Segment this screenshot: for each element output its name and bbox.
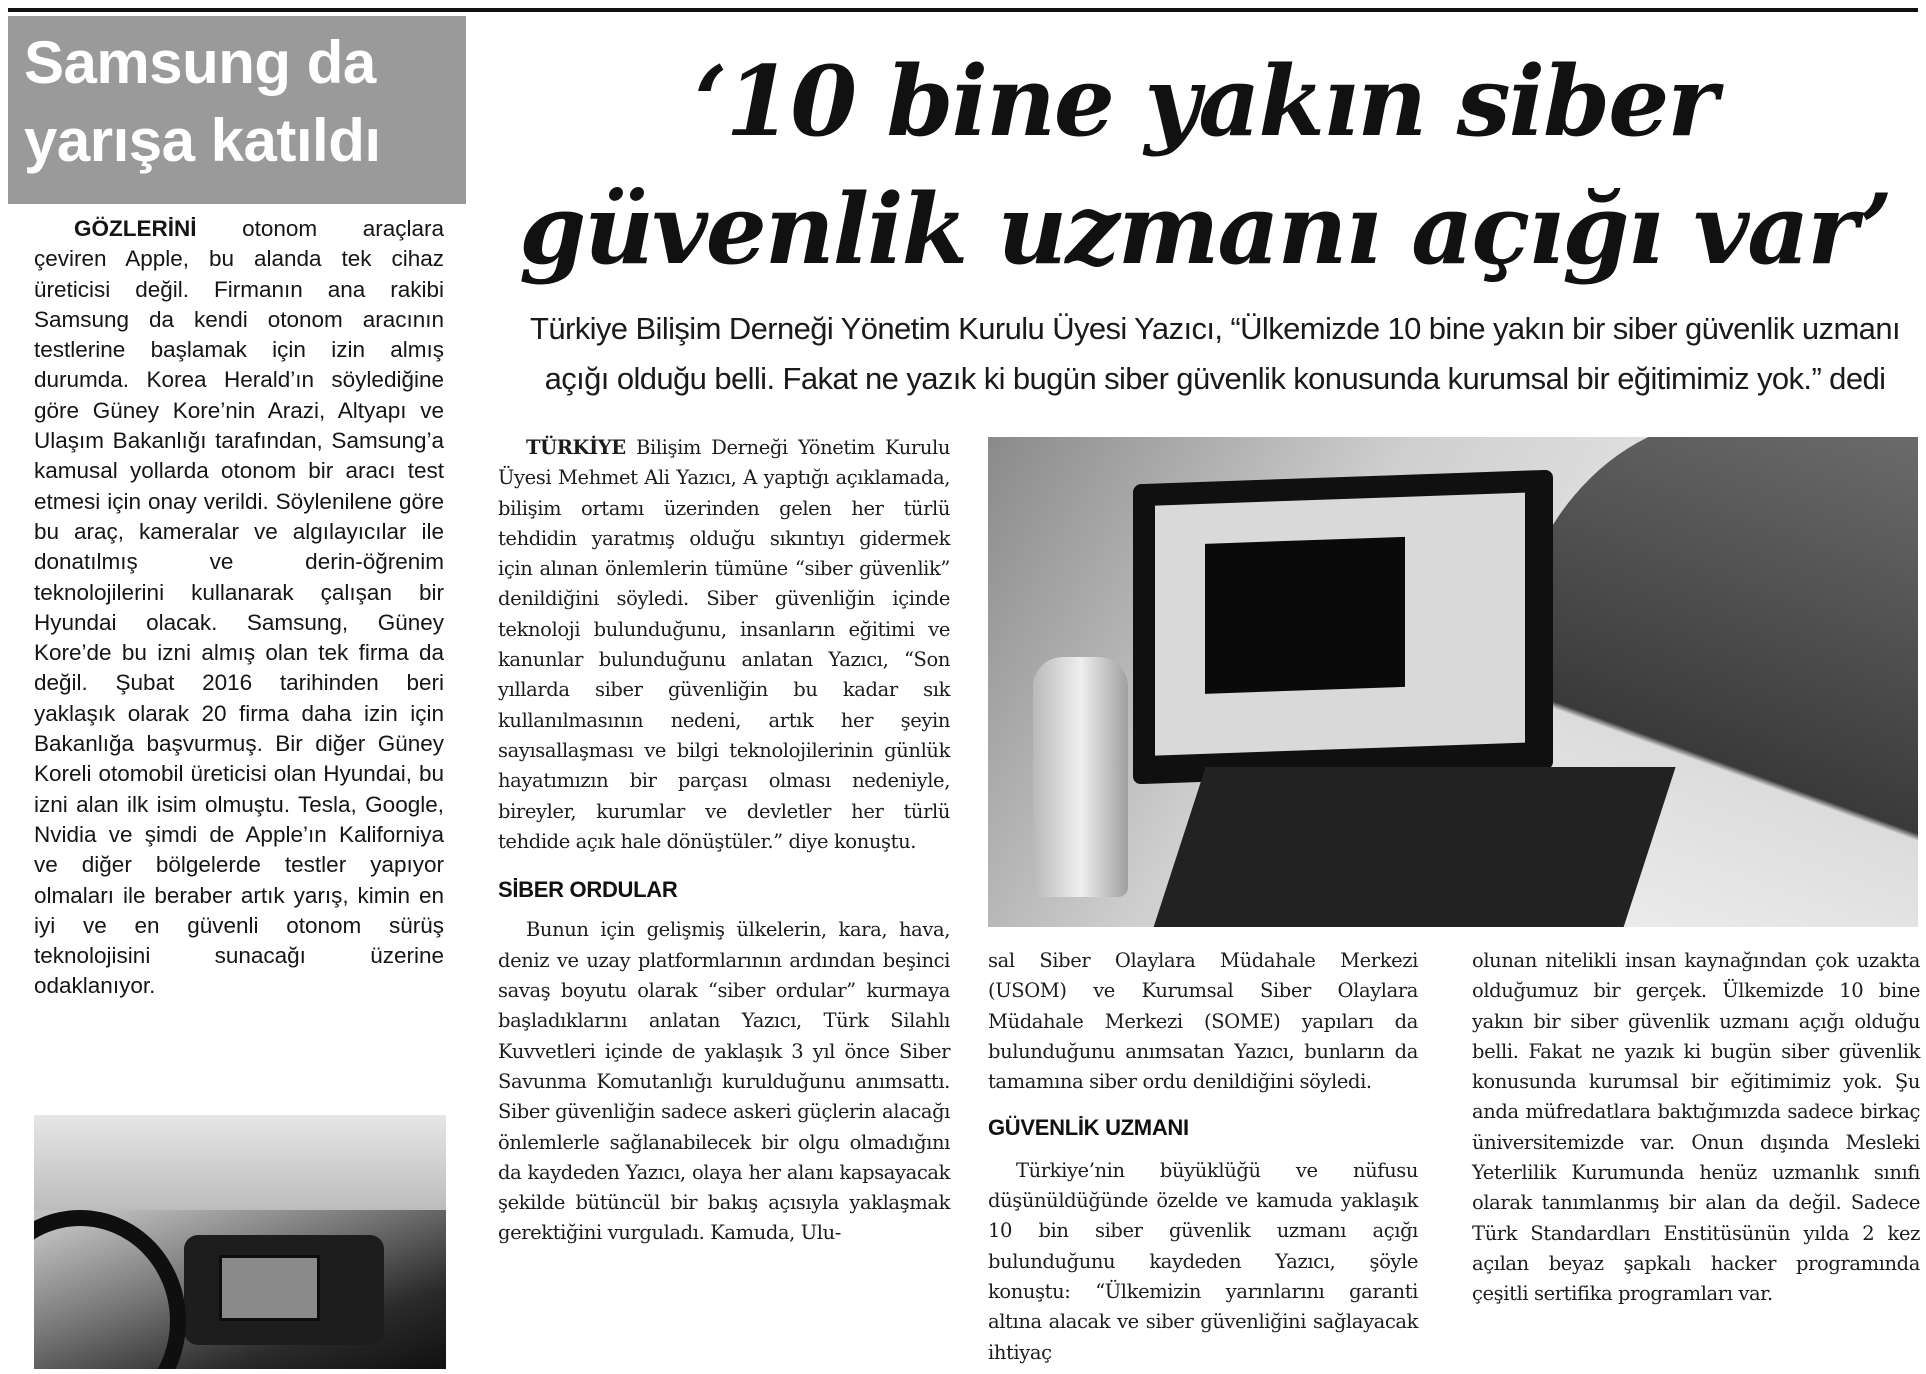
section-heading-guvenlik-uzmani: GÜVENLİK UZMANI xyxy=(988,1115,1189,1141)
paragraph-4 xyxy=(988,1156,1418,1368)
headline-line2: güvenlik uzmanı açığı var’ xyxy=(519,173,1891,286)
laptop-keyboard xyxy=(1150,767,1675,927)
steering-wheel xyxy=(34,1210,186,1369)
article-headline xyxy=(490,38,1920,294)
paragraph-2 xyxy=(498,915,950,1248)
car-screen xyxy=(219,1255,320,1321)
sidebar-title xyxy=(24,24,454,180)
sidebar-text: otonom araçlara çeviren Apple, bu alanda tek cihaz üreticisi değil. Firmanın ana rakibi Samsung da kendi otonom aracının testlerine başlamak için izin almış durumda. Korea Herald’ın söylediğine göre Güney Kore’nin Arazi, Altyapı ve Ulaşım Bakanlığı tarafından, Samsung’a kamusal yollarda otonom bir aracı test etmesi için onay verildi. Söylenilene göre bu araç, kameralar ve algılayıcılar ile donatılmış ve derin-öğrenim teknolojilerini kullanarak çalışan bir Hyundai olacak. Samsung, Güney Kore’de bu izni almış olan tek firma da değil. Şubat 2016 tarihinden beri yaklaşık olarak 20 firma daha izin için Bakanlığa başvurmuş. Bir diğer Güney Koreli otomobil üreticisi olan Hyundai, bu izni alan ilk isim olmuştu. Tesla, Google, Nvidia ve şimdi de Apple’ın Kaliforniya ve diğer bölgelerde testler yapıyor olmaları ile beraber artık yarış, kimin en iyi ve en güvenli otonom sürüş teknolojisini sunacağı üzerine odaklanıyor. xyxy=(34,216,444,999)
sidebar-car-photo xyxy=(34,1115,446,1369)
article-subhead xyxy=(516,304,1914,404)
article-lead: TÜRKİYE xyxy=(526,436,626,459)
headline-line1: ‘10 bine yakın siber xyxy=(694,45,1716,158)
sidebar-title-line1: Samsung da xyxy=(24,29,376,96)
photo-laptop xyxy=(1133,470,1553,785)
paragraph-3: sal Siber Olaylara Müdahale Merkezi (USOM) ve Kurumsal Siber Olaylara Müdahale Merkezi (SOME) yapıları da bulunduğunu anımsatan Yazıcı, bunların da tamamına siber ordu denildiğini söyledi. xyxy=(988,949,1418,1094)
water-bottle xyxy=(1033,657,1128,897)
section-heading-siber-ordular: SİBER ORDULAR xyxy=(498,877,678,903)
article-column-1 xyxy=(498,433,950,1249)
paragraph-1-text: Bilişim Derneği Yönetim Kurulu Üyesi Mehmet Ali Yazıcı, A yaptığı açıklamada, bilişim ortamı üzerinden gelen her türlü tehdidin yaratmış olduğu sıkıntıyı gidermek için alınan önlemlerin tümüne “siber güvenlik” denildiğini söyledi. Siber güvenliğin içinde teknoloji bulunduğunu, insanların eğitimi ve kanunlar bulunduğunu anlatan Yazıcı, “Son yıllarda siber güvenliğin bu kadar sık kullanılmasının nedeni, artık her şeyin sayısallaşması ve bilgi teknolojilerinin günlük hayatımızın bir parçası olması nedeniyle, bireyler, kurumlar ve devletler her türlü tehdide açık hale dönüştüler.” diye konuştu. xyxy=(498,436,950,853)
paragraph-1 xyxy=(498,433,950,857)
article-column-3 xyxy=(1472,946,1920,1310)
paragraph-5: olunan nitelikli insan kaynağından çok uzakta olduğumuz bir gerçek. Ülkemizde 10 bine yakın bir siber güvenlik uzmanı açığı olduğu belli. Fakat ne yazık ki bugün siber güvenlik konusunda kurumsal bir eğitimimiz yok. Şu anda müfredatlara baktığımızda sadece birkaç üniversitemizde var. Onun dışında Mesleki Yeterlilik Kurumunda henüz uzmanlık sınıfı olarak tanımlanmış bir alan da değil. Sadece Türk Standardları Enstitüsünün yılda 2 kez açılan beyaz şapkalı hacker programında çeşitli sertifika programları var. xyxy=(1472,949,1920,1306)
terminal-window xyxy=(1205,537,1405,694)
sidebar-lead: GÖZLERİNİ xyxy=(74,216,197,241)
sidebar-body xyxy=(34,214,444,1002)
car-windshield xyxy=(34,1115,446,1210)
sidebar-title-line2: yarışa katıldı xyxy=(24,107,381,174)
subhead-line1: Türkiye Bilişim Derneği Yönetim Kurulu Üyesi Yazıcı, “Ülkemizde 10 bine yakın bir siber güvenlik uzmanı xyxy=(530,311,1900,346)
paragraph-2-text: Bunun için gelişmiş ülkelerin, kara, hava, deniz ve uzay platformlarının ardından beşinci savaş boyutu olarak “siber ordular” kurmaya başladıklarını anlatan Yazıcı, Türk Silahlı Kuvvetleri içinde de yaklaşık 3 yıl önce Siber Savunma Komutanlığı kurulduğunu anımsattı. Siber güvenliğin sadece askeri güçlerin alacağı önlemlerle sağlanabilecek bir olgu olmadığını da kaydeden Yazıcı, olaya her alanı kapsayacak şekilde bütüncül bir bakış açısıyla yaklaşmak gerektiğini vurguladı. Kamuda, Ulu- xyxy=(498,918,950,1245)
paragraph-4-text: Türkiye’nin büyüklüğü ve nüfusu düşünüldüğünde özelde ve kamuda yaklaşık 10 bin siber güvenlik uzmanı açığı bulunduğunu kaydeden Yazıcı, şöyle konuştu: “Ülkemizin yarınlarını garanti altına alacak ve siber güvenliğini sağlayacak ihtiyaç xyxy=(988,1158,1418,1364)
subhead-line2: açığı olduğu belli. Fakat ne yazık ki bugün siber güvenlik konusunda kurumsal bir eğitimimiz yok.” dedi xyxy=(544,361,1886,396)
laptop-screen xyxy=(1155,493,1525,756)
article-laptop-photo xyxy=(988,437,1918,927)
article-column-2 xyxy=(988,946,1418,1368)
top-rule xyxy=(8,8,1918,12)
